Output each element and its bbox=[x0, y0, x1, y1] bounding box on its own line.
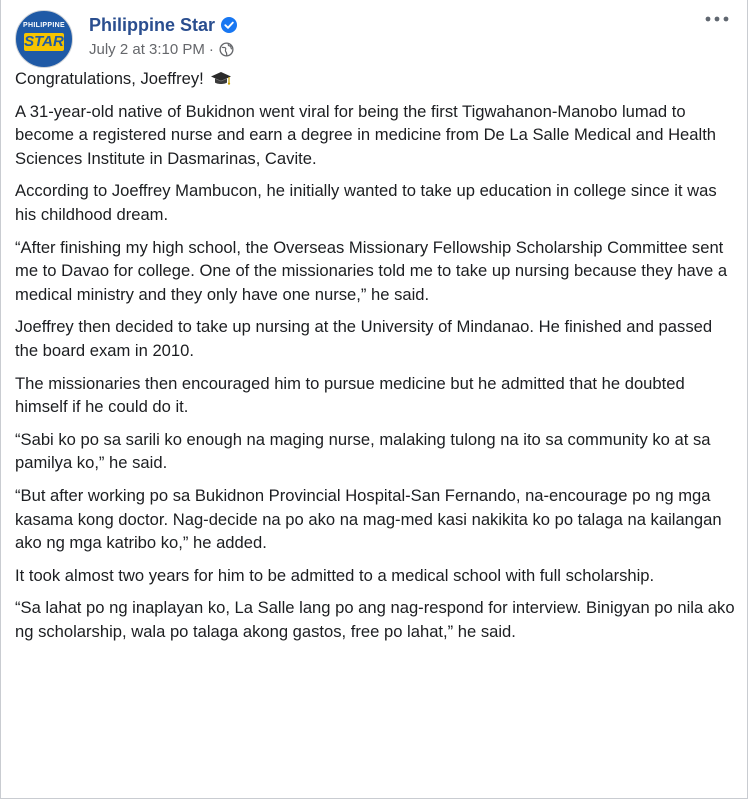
post-paragraph: The missionaries then encouraged him to pursue medicine but he admitted that he doubted himself if he could do it. bbox=[15, 373, 685, 417]
post-paragraph: Joeffrey then decided to take up nursing at the University of Mindanao. He finished and passed the board exam in 2010. bbox=[15, 317, 713, 360]
page-avatar[interactable] bbox=[15, 10, 73, 68]
post-body bbox=[15, 67, 737, 652]
post-paragraph: “But after working po sa Bukidnon Provincial Hospital-San Fernando, na-encourage po ng mga kasama kong doctor. Nag-decide na po ako na mag-med kasi nakikita ko po talaga na kailangan ako ng mga katribo ko,” he added. bbox=[15, 485, 722, 553]
more-options-icon[interactable] bbox=[703, 8, 731, 30]
logo-main-text: STAR bbox=[24, 33, 64, 50]
post-greeting: Congratulations, Joeffrey! bbox=[15, 69, 204, 88]
post-paragraph: “After finishing my high school, the Overseas Missionary Fellowship Scholarship Committee sent me to Davao for college. One of the missionaries told me to take up nursing because they have a medical ministry and they only have one nurse,” he said. bbox=[15, 237, 728, 304]
globe-icon[interactable] bbox=[219, 42, 234, 57]
post-timestamp[interactable]: July 2 at 3:10 PM bbox=[89, 41, 205, 58]
graduation-cap-icon bbox=[210, 71, 232, 87]
post-meta bbox=[89, 41, 234, 58]
post-paragraph: “Sabi ko po sa sarili ko enough na maging nurse, malaking tulong na ito sa community ko at sa pamilya ko,” he said. bbox=[15, 429, 711, 473]
verified-badge-icon bbox=[221, 17, 237, 33]
post-paragraph: According to Joeffrey Mambucon, he initially wanted to take up education in college since it was his childhood dream. bbox=[15, 181, 717, 224]
page-name-link[interactable]: Philippine Star bbox=[89, 14, 216, 35]
page-name-row bbox=[89, 12, 237, 38]
logo-top-text: PHILIPPINE bbox=[23, 22, 65, 29]
post-header bbox=[15, 6, 737, 64]
post-paragraph: A 31-year-old native of Bukidnon went viral for being the first Tigwahanon-Manobo lumad to become a registered nurse and earn a degree in medicine from De La Salle Medical and Health Sciences Institute in Dasmarinas, Cavite. bbox=[15, 101, 717, 168]
post-greeting-paragraph bbox=[15, 67, 737, 91]
post-paragraph: It took almost two years for him to be admitted to a medical school with full scholarship. bbox=[15, 565, 655, 585]
meta-separator: · bbox=[208, 41, 214, 58]
post-paragraph: “Sa lahat po ng inaplayan ko, La Salle lang po ang nag-respond for interview. Binigyan po nila ako ng scholarship, wala po talaga akong gastos, free po lahat,” he said. bbox=[15, 598, 735, 641]
